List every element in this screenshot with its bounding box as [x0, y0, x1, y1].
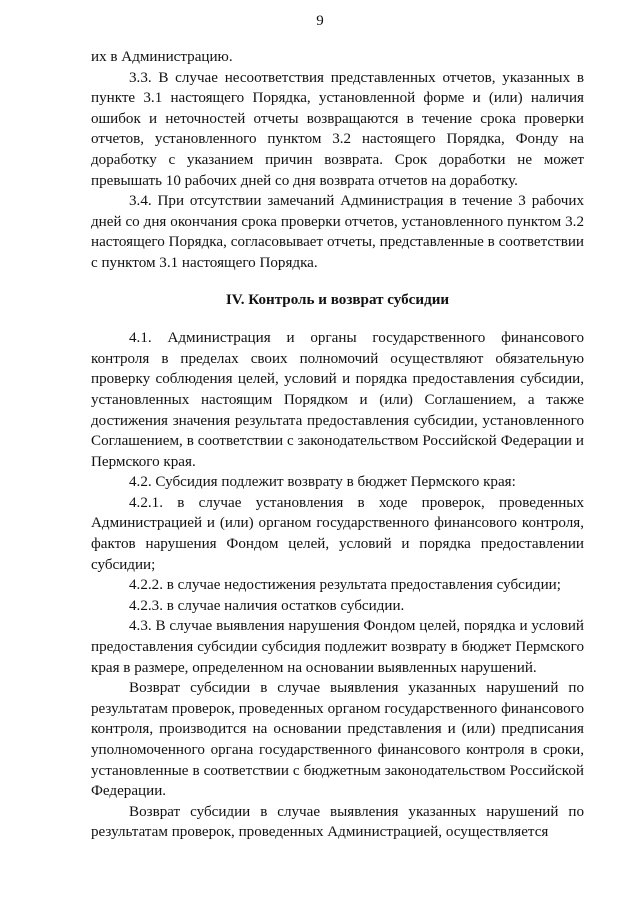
- section-heading: IV. Контроль и возврат субсидии: [225, 291, 450, 308]
- paragraph-3-3: 3.3. В случае несоответствия представленных отчетов, указанных в пункте 3.1 настоящего Порядка, установленной форме и (или) наличия ошибок и неточностей отчеты возвращаются в течение срока проверки отчетов, установленного пунктом 3.2 настоящего Порядка, Фонду на доработку с указанием причин возврата. Срок доработки не может превышать 10 рабочих дней со дня возврата отчетов на доработку.: [91, 69, 584, 189]
- page-number: 9: [316, 13, 324, 29]
- paragraph-4-2-1: 4.2.1. в случае установления в ходе проверок, проведенных Администрацией и (или) органом государственного финансового контроля, фактов нарушения Фондом целей, условий и порядка предоставлении субсидии;: [91, 494, 584, 573]
- paragraph-4-1: 4.1. Администрация и органы государственного финансового контроля в пределах своих полномочий осуществляют обязательную проверку соблюдения целей, условий и порядка предоставления субсидии, установленных настоящим Порядком и (или) Соглашением, а также достижения значения результата предоставления субсидии, установленного Соглашением, в соответствии с законодательством Российской Федерации и Пермского края.: [91, 330, 584, 470]
- paragraph-3-4: 3.4. При отсутствии замечаний Администрация в течение 3 рабочих дней со дня окончания срока проверки отчетов, установленного пунктом 3.2 настоящего Порядка, согласовывает отчеты, представленные в соответствии с пунктом 3.1 настоящего Порядка.: [91, 193, 584, 271]
- paragraph-continuation: их в Администрацию.: [91, 49, 233, 65]
- document-body: [91, 47, 584, 843]
- paragraph-4-2-2: 4.2.2. в случае недостижения результата предоставления субсидии;: [129, 577, 561, 594]
- paragraph-4-2-3: 4.2.3. в случае наличия остатков субсидии.: [129, 597, 405, 614]
- paragraph-4-3: 4.3. В случае выявления нарушения Фондом целей, порядка и условий предоставления субсидии субсидия подлежит возврату в бюджет Пермского края в размере, определенном на основании выявленных нарушений.: [91, 618, 584, 676]
- paragraph-4-2: 4.2. Субсидия подлежит возврату в бюджет Пермского края:: [129, 474, 516, 491]
- paragraph-refund-administration: Возврат субсидии в случае выявления указанных нарушений по результатам проверок, проведенных Администрацией, осуществляется: [91, 803, 584, 841]
- paragraph-refund-control: Возврат субсидии в случае выявления указанных нарушений по результатам проверок, проведенных органом государственного финансового контроля, производится на основании представления и (или) предписания уполномоченного органа государственного финансового контроля в сроки, установленные в соответствии с бюджетным законодательством Российской Федерации.: [91, 680, 584, 800]
